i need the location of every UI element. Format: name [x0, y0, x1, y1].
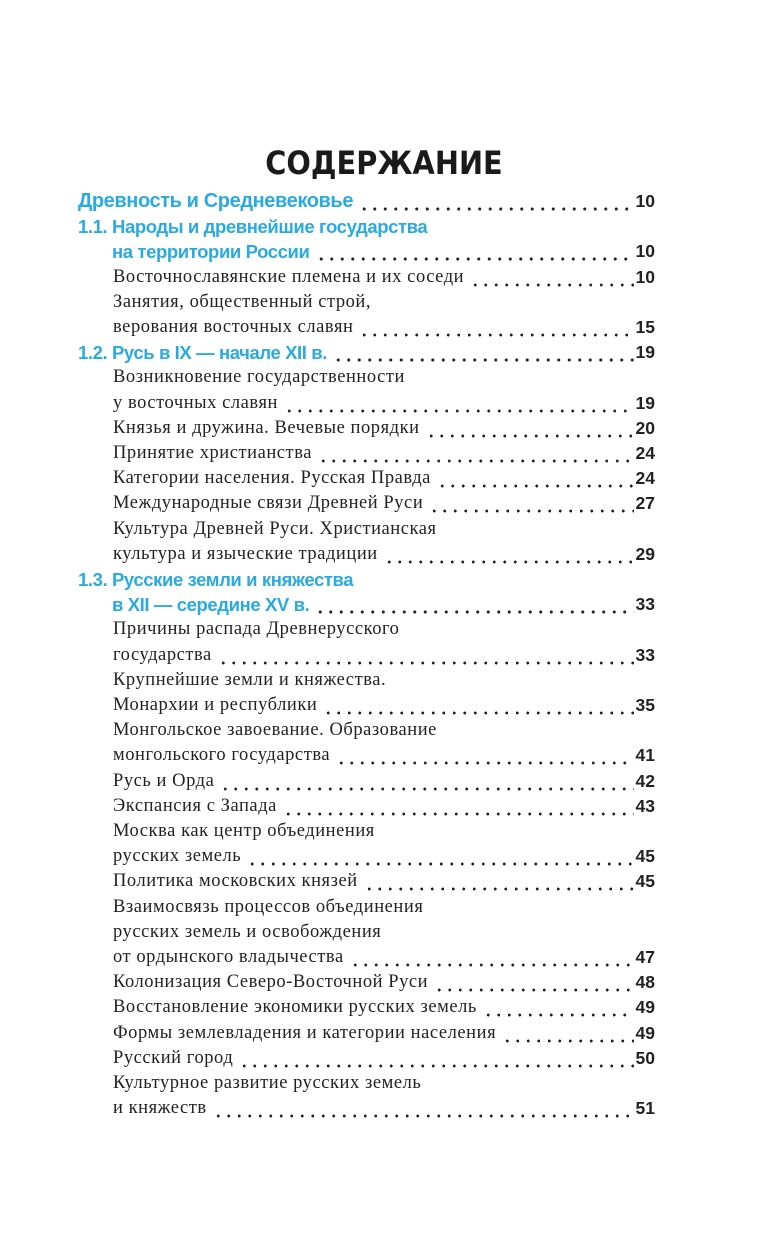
toc-line — [0, 491, 768, 516]
entry-title: Крупнейшие земли и княжества. — [113, 670, 387, 690]
dot-leader — [316, 239, 634, 264]
entry-title: Занятия, общественный строй, — [113, 292, 372, 312]
toc-line — [0, 340, 768, 365]
toc-line — [0, 995, 768, 1020]
dot-leader — [336, 743, 633, 768]
page-number: 15 — [635, 317, 655, 337]
entry-title: русских земель и освобождения — [113, 922, 382, 942]
dot-leader — [323, 693, 633, 718]
toc-line — [0, 542, 768, 567]
page-number: 43 — [635, 796, 655, 816]
toc-line — [0, 315, 768, 340]
toc-line — [0, 391, 768, 416]
entry-title: Русь и Орда — [113, 771, 215, 791]
page-number: 10 — [635, 267, 655, 287]
toc-line — [0, 693, 768, 718]
page-number: 42 — [635, 771, 655, 791]
entry-title: Формы землевладения и категории населения — [113, 1023, 497, 1043]
page-number: 47 — [635, 947, 655, 967]
page-number: 24 — [635, 443, 655, 463]
dot-leader — [350, 945, 634, 970]
toc-line — [0, 416, 768, 441]
dot-leader — [434, 970, 633, 995]
dot-leader — [429, 491, 633, 516]
entry-title: Восстановление экономики русских земель — [113, 997, 477, 1017]
toc-line — [0, 265, 768, 290]
toc-line — [0, 794, 768, 819]
dot-leader — [284, 391, 634, 416]
toc-line — [0, 769, 768, 794]
page-number: 10 — [635, 191, 655, 211]
toc-line — [0, 239, 768, 264]
entry-title: Культура Древней Руси. Христианская — [113, 519, 437, 539]
toc-line — [0, 920, 768, 945]
entry-title: Монархии и республики — [113, 695, 318, 715]
dot-leader — [359, 315, 633, 340]
dot-leader — [437, 466, 634, 491]
page-number: 35 — [635, 695, 655, 715]
entry-title: русских земель — [113, 846, 242, 866]
toc-line — [0, 869, 768, 894]
entry-title: Восточнославянские племена и их соседи — [113, 267, 465, 287]
page-number: 41 — [635, 745, 655, 765]
toc-line — [0, 365, 768, 390]
toc-line — [0, 1096, 768, 1121]
entry-title: Экспансия с Запада — [113, 796, 277, 816]
entry-title: Монгольское завоевание. Образование — [113, 720, 437, 740]
toc-line — [0, 844, 768, 869]
dot-leader — [247, 844, 633, 869]
entry-title: от ордынского владычества — [113, 947, 344, 967]
section-title: на территории России — [112, 241, 310, 262]
entry-title: Колонизация Северо-Восточной Руси — [113, 972, 429, 992]
dot-leader — [239, 1046, 633, 1071]
page-number: 19 — [635, 342, 655, 362]
entry-title: Русский город — [113, 1048, 234, 1068]
dot-leader — [218, 643, 634, 668]
section-title: в XII — середине XV в. — [112, 594, 310, 615]
dot-leader — [220, 769, 633, 794]
page-number: 20 — [635, 418, 655, 438]
section-title: 1.3. Русские земли и княжества — [78, 569, 354, 590]
entry-title: Возникновение государственности — [113, 367, 405, 387]
dot-leader — [384, 542, 634, 567]
dot-leader — [359, 189, 633, 214]
dot-leader — [213, 1096, 634, 1121]
entry-title: верования восточных славян — [113, 317, 354, 337]
dot-leader — [283, 794, 634, 819]
dot-leader — [364, 869, 634, 894]
toc-line — [0, 1071, 768, 1096]
toc-line — [0, 743, 768, 768]
entry-title: Категории населения. Русская Правда — [113, 468, 431, 488]
toc-line — [0, 617, 768, 642]
entry-title: Взаимосвязь процессов объединения — [113, 897, 424, 917]
page-number: 10 — [635, 241, 655, 261]
page-number: 33 — [635, 645, 655, 665]
toc-line — [0, 643, 768, 668]
toc-line — [0, 592, 768, 617]
page-number: 19 — [635, 393, 655, 413]
entry-title: Международные связи Древней Руси — [113, 493, 424, 513]
toc-line — [0, 819, 768, 844]
section-title: 1.2. Русь в IX — начале XII в. — [78, 342, 327, 363]
toc-line — [0, 945, 768, 970]
page-number: 45 — [635, 846, 655, 866]
entry-title: Культурное развитие русских земель — [113, 1073, 422, 1093]
dot-leader — [333, 340, 634, 365]
page-number: 24 — [635, 468, 655, 488]
page-number: 48 — [635, 972, 655, 992]
entry-title: у восточных славян — [113, 393, 278, 413]
toc-line — [0, 189, 768, 214]
entry-title: культура и языческие традиции — [113, 544, 378, 564]
entry-title: Князья и дружина. Вечевые порядки — [113, 418, 420, 438]
page-number: 49 — [635, 997, 655, 1017]
dot-leader — [502, 1021, 633, 1046]
toc-line — [0, 441, 768, 466]
page-number: 49 — [635, 1023, 655, 1043]
page-number: 51 — [635, 1098, 655, 1118]
entry-title: Принятие христианства — [113, 443, 312, 463]
toc-line — [0, 466, 768, 491]
dot-leader — [426, 416, 634, 441]
page-number: 33 — [635, 594, 655, 614]
toc-line — [0, 895, 768, 920]
entry-title: и княжеств — [113, 1098, 207, 1118]
toc-line — [0, 1046, 768, 1071]
entry-title: государства — [113, 645, 212, 665]
section-title: Древность и Средневековье — [78, 190, 354, 212]
table-of-contents — [0, 189, 768, 1129]
page-title: СОДЕРЖАНИЕ — [265, 144, 503, 182]
dot-leader — [318, 441, 634, 466]
toc-line — [0, 567, 768, 592]
toc-line — [0, 970, 768, 995]
entry-title: Москва как центр объединения — [113, 821, 375, 841]
page-number: 27 — [635, 493, 655, 513]
toc-line — [0, 718, 768, 743]
toc-line — [0, 517, 768, 542]
dot-leader — [483, 995, 634, 1020]
page-number: 29 — [635, 544, 655, 564]
toc-line — [0, 290, 768, 315]
toc-line — [0, 1021, 768, 1046]
toc-line — [0, 214, 768, 239]
page-number: 50 — [635, 1048, 655, 1068]
entry-title: Причины распада Древнерусского — [113, 619, 400, 639]
dot-leader — [315, 592, 633, 617]
toc-line — [0, 668, 768, 693]
entry-title: монгольского государства — [113, 745, 331, 765]
entry-title: Политика московских князей — [113, 871, 358, 891]
page-number: 45 — [635, 871, 655, 891]
section-title: 1.1. Народы и древнейшие государства — [78, 216, 428, 237]
dot-leader — [470, 265, 633, 290]
